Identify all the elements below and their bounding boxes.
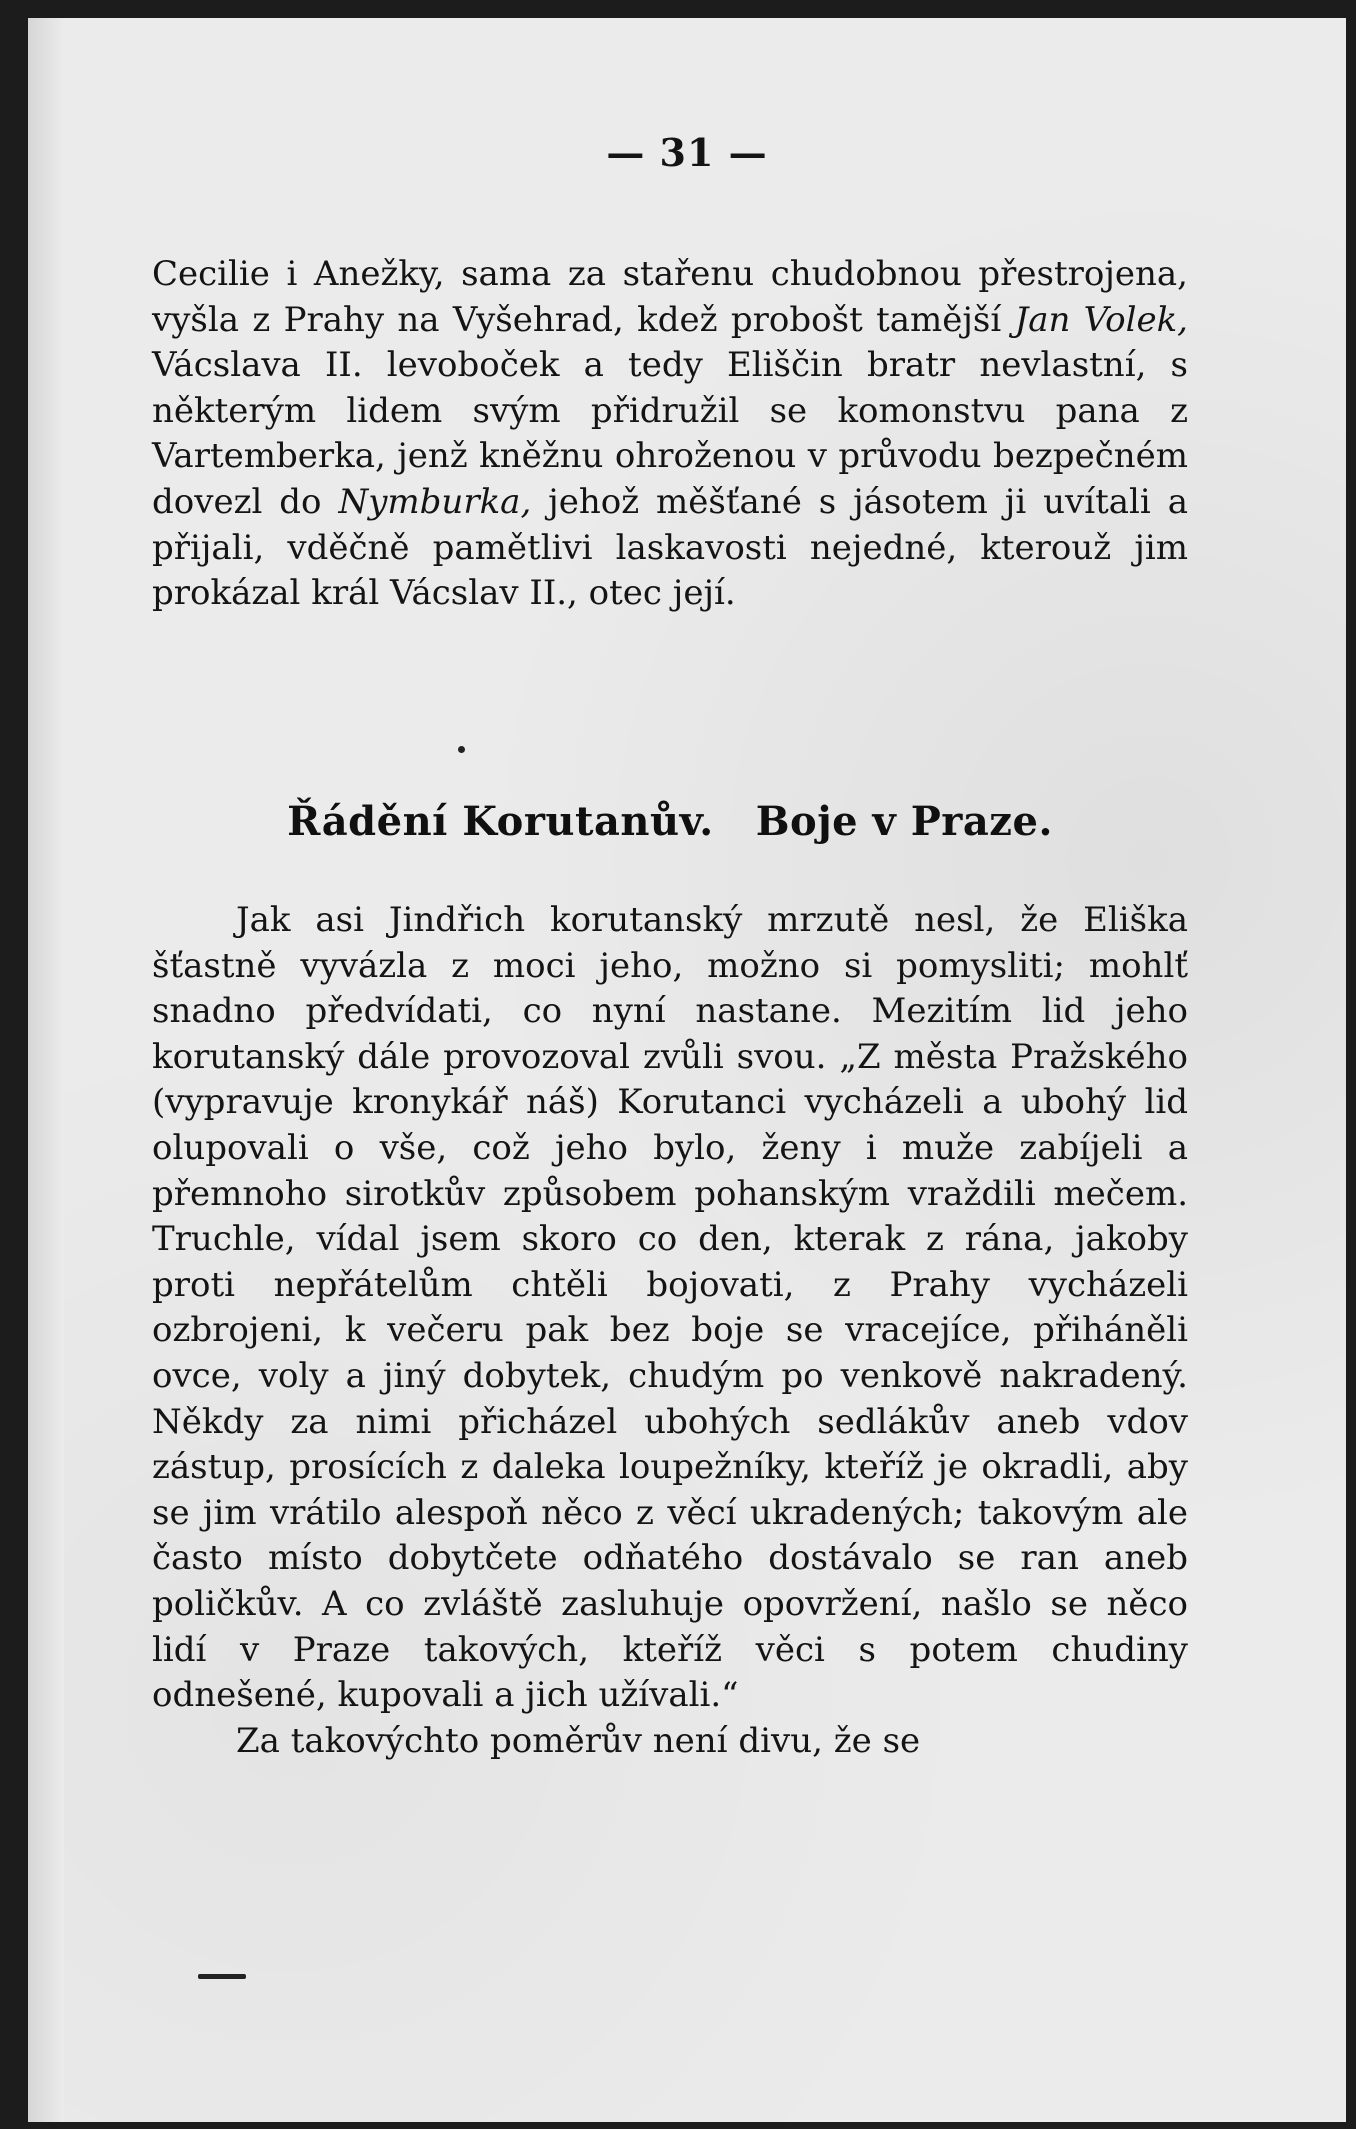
section-heading xyxy=(152,798,1188,845)
paragraph-2: Jak asi Jindřich korutanský mrzutě nesl, že Eliška šťastně vyvázla z moci jeho, možno si pomysliti; mohlť snadno předvídati, co nyní nastane. Mezitím lid jeho korutanský dále provozoval zvůli svou. „Z města Pražského (vypravuje kronykář náš) Korutanci vycházeli a ubohý lid olupovali o vše, což jeho bylo, ženy i muže zabíjeli a přemnoho sirotkův způsobem pohanským vraždili mečem. Truchle, vídal jsem skoro co den, kterak z rána, jakoby proti nepřátelům chtěli bojovati, z Prahy vycházeli ozbrojeni, k večeru pak bez boje se vracejíce, přiháněli ovce, voly a jiný dobytek, chudým po venkově nakradený. Někdy za nimi přicházel ubohých sedlákův aneb vdov zástup, prosících z daleka loupežníky, kteříž je okradli, aby se jim vrátilo alespoň něco z věcí ukradených; takovým ale často místo dobytčete odňatého dostávalo se ran aneb poličkův. A co zvláště zasluhuje opovržení, našlo se něco lidí v Praze takových, kteříž věci s potem chudiny odnešené, kupovali a jich užívali.“ xyxy=(152,900,1188,1716)
heading-part-1: Řádění Korutanův. xyxy=(287,798,714,845)
book-page xyxy=(28,18,1346,2122)
paragraph-1-part-1: Cecilie i Anežky, sama za stařenu chudobnou přestrojena, vyšla z Prahy na Vyšehrad, kdež probošt tamější xyxy=(152,254,1188,340)
print-speck xyxy=(458,746,465,753)
place-nymburk: Nymburka, xyxy=(338,481,532,522)
heading-part-2: Boje v Praze. xyxy=(755,798,1053,845)
paragraph-1-text xyxy=(152,252,1188,617)
body-text xyxy=(152,898,1188,1764)
page-number: — 31 — xyxy=(606,130,768,175)
paragraph-1-part-2: Vácslava II. levoboček a tedy Eliščin bratr nevlastní, s některým lidem svým přidružil se komonstvu pana z Vartemberka, jenž kněžnu ohroženou v průvodu bezpečném dovezl do xyxy=(152,345,1188,522)
paragraph-1 xyxy=(152,252,1188,617)
paragraph-1-part-3: jehož měšťané s jásotem ji uvítali a přijali, vděčně pamětlivi laskavosti nejedné, kterouž jim prokázal král Vácslav II., otec její. xyxy=(152,481,1188,614)
footnote-dash-mark xyxy=(198,1974,246,1979)
paragraph-3: Za takovýchto poměrův není divu, že se xyxy=(236,1720,921,1761)
page-gutter-shadow xyxy=(28,18,64,2122)
name-jan-volek: Jan Volek, xyxy=(1014,299,1188,340)
